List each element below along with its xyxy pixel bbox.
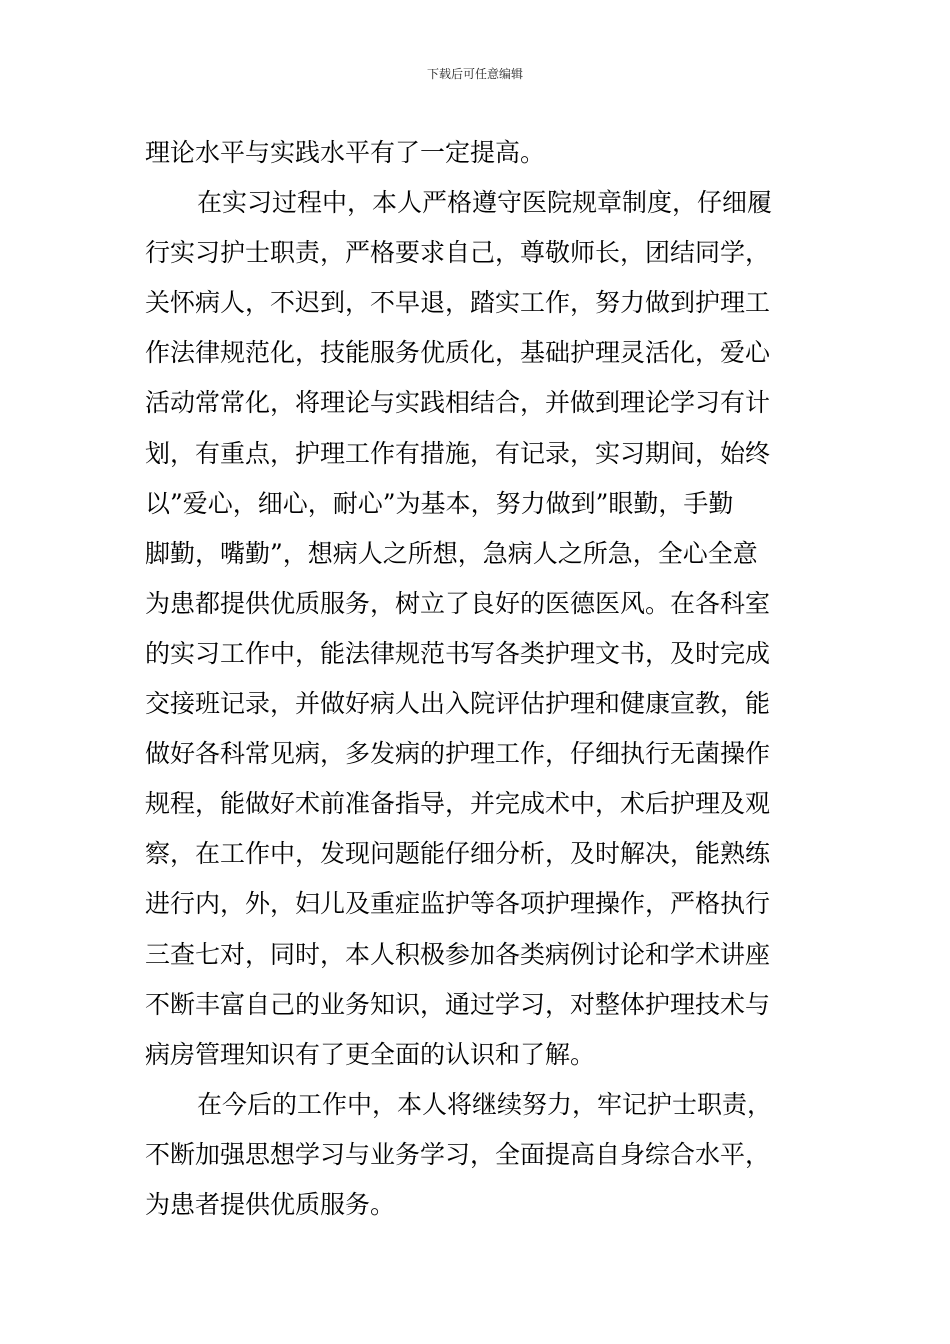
text-line: 三查七对，同时，本人积极参加各类病例讨论和学术讲座 — [145, 939, 771, 969]
document-body — [145, 128, 805, 1230]
text-line: 在今后的工作中，本人将继续努力，牢记护士职责， — [197, 1089, 773, 1119]
text-line: 不断丰富自己的业务知识，通过学习，对整体护理技术与 — [145, 989, 771, 1019]
text-line: 关怀病人，不迟到，不早退，踏实工作，努力做到护理工 — [145, 288, 771, 318]
text-line: 划，有重点，护理工作有措施，有记录，实习期间，始终 — [145, 438, 771, 468]
text-line: 交接班记录，并做好病人出入院评估护理和健康宣教，能 — [145, 689, 771, 719]
text-line: 的实习工作中，能法律规范书写各类护理文书，及时完成 — [145, 638, 771, 668]
text-line: 为患者提供优质服务。 — [145, 1189, 396, 1219]
text-line: 规程，能做好术前准备指导，并完成术中，术后护理及观 — [145, 789, 771, 819]
text-line: 在实习过程中，本人严格遵守医院规章制度，仔细履 — [197, 188, 773, 218]
text-line: 病房管理知识有了更全面的认识和了解。 — [145, 1039, 596, 1069]
text-line: 行实习护士职责，严格要求自己，尊敬师长，团结同学， — [145, 238, 771, 268]
text-line: 为患都提供优质服务，树立了良好的医德医风。在各科室 — [145, 588, 771, 618]
text-line: 不断加强思想学习与业务学习，全面提高自身综合水平， — [145, 1139, 771, 1169]
text-line: 脚勤，嘴勤”，想病人之所想，急病人之所急，全心全意 — [145, 538, 758, 568]
text-line: 察，在工作中，发现问题能仔细分析，及时解决，能熟练 — [145, 839, 771, 869]
text-line: 理论水平与实践水平有了一定提高。 — [145, 138, 546, 167]
text-line: 做好各科常见病，多发病的护理工作，仔细执行无菌操作 — [145, 739, 771, 769]
text-line: 作法律规范化，技能服务优质化，基础护理灵活化，爱心 — [145, 338, 771, 368]
text-line: 以”爱心，细心，耐心”为基本，努力做到”眼勤，手勤 — [145, 488, 734, 518]
text-line: 进行内，外，妇儿及重症监护等各项护理操作，严格执行 — [145, 889, 771, 919]
page-header: 下载后可任意编辑 — [426, 67, 523, 81]
text-line: 活动常常化，将理论与实践相结合，并做到理论学习有计 — [145, 388, 771, 418]
